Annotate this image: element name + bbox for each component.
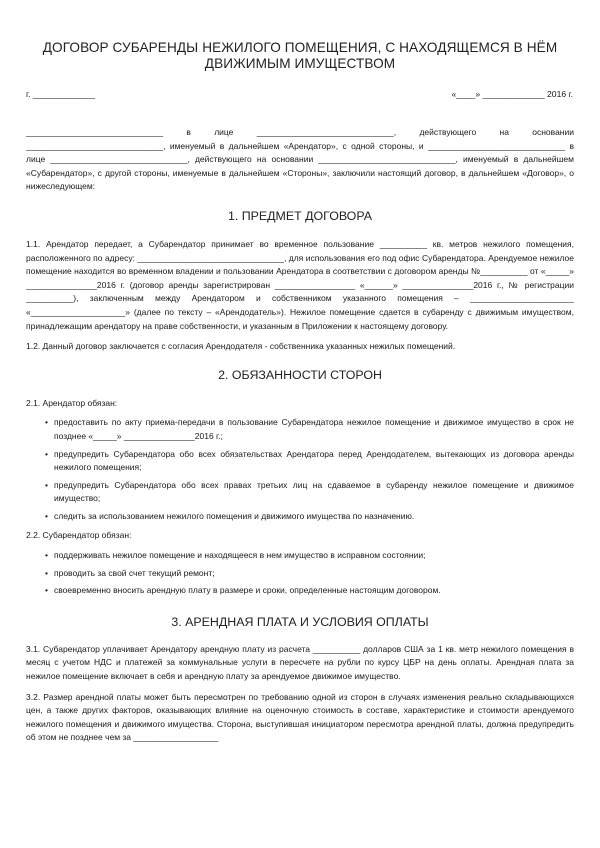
preamble: _____________________________ в лице _____________________________, действующего на основании _____________________________, именуемый в дальнейшем «Арендатор», с одной стороны, и _____________________________ в лице _____________________________, действующего на основании _____________________________, именуемый в дальнейшем «Субарендатор», с другой стороны, именуемые в дальнейшем «Стороны», заключили настоящий договор, в дальнейшем «Договор», о нижеследующем: — [26, 127, 574, 192]
bullet-icon: • — [45, 510, 48, 521]
city-field: г. _____________ — [26, 89, 95, 99]
bullet-icon: • — [45, 567, 48, 578]
list-item: • предупредить Субарендатора обо всех правах третьих лиц на сдаваемое в субаренду нежилое помещение и движимое имущество; — [45, 479, 574, 504]
bullet-icon: • — [45, 550, 48, 561]
list-item: • следить за использованием нежилого помещения и движимого имущества по назначению. — [46, 510, 574, 524]
clause-2-1-label: 2.1. Арендатор обязан: — [26, 397, 118, 408]
date-line — [26, 89, 574, 100]
clause-2-1-list — [26, 416, 574, 523]
section-3-heading: 3. АРЕНДНАЯ ПЛАТА И УСЛОВИЯ ОПЛАТЫ — [171, 614, 429, 629]
document-title: ДОГОВОР СУБАРЕНДЫ НЕЖИЛОГО ПОМЕЩЕНИЯ, С НАХОДЯЩЕМСЯ В НЁМ ДВИЖИМЫМ ИМУЩЕСТВОМ — [42, 40, 558, 71]
bullet-icon: • — [45, 585, 48, 596]
bullet-icon: • — [45, 479, 48, 490]
list-item: • предоставить по акту приема-передачи в пользование Субарендатора нежилое помещение и движимое имущество в срок не позднее «_____» _______________2016 г.; — [45, 417, 574, 441]
date-field: «____» _____________ 2016 г. — [451, 89, 573, 99]
clause-2-2-label: 2.2. Субарендатор обязан: — [26, 530, 132, 541]
clause-1-2: 1.2. Данный договор заключается с согласия Арендодателя - собственника указанных нежилых помещений. — [26, 341, 456, 352]
clause-1-1: 1.1. Арендатор передает, а Субарендатор принимает во временное пользование __________ кв. метров нежилого помещения, расположенного по адресу: _______________________________, для использования его под офис Субарендатора. Арендуемое нежилое помещение находится во временном владении и пользовании Арендатора в соответствии с договором аренды №__________ от «_____» _______________2016 г. (договор аренды зарегистрирован _________________ «______» _______________2016 г., № регистрации __________), заключенным между Арендатором и собственником указанного помещения – ______________________ «____________________» (далее по тексту – «Арендодатель»). Нежилое помещение сдается в субаренду с движимым имуществом, принадлежащим арендатору на праве собственности, и указанным в Приложении к настоящему договору. — [26, 238, 574, 331]
clause-2-2-list — [26, 549, 574, 598]
list-item: • своевременно вносить арендную плату в размере и сроки, определенные настоящим договором. — [46, 584, 574, 598]
bullet-icon: • — [45, 417, 48, 428]
clause-3-2: 3.2. Размер арендной платы может быть пересмотрен по требованию одной из сторон в случаях изменения реально складывающихся цен, а также других факторов, оказывающих влияние на оценочную стоимость в составе, характеристике и стоимости арендуемого нежилого помещения и движимого имущества. Сторона, выступившая инициатором пересмотра арендной платы, должна предупредить об этом не позднее чем за __________________ — [26, 691, 574, 743]
section-2-heading: 2. ОБЯЗАННОСТИ СТОРОН — [218, 367, 382, 382]
clause-3-1: 3.1. Субарендатор уплачивает Арендатору арендную плату из расчета __________ долларов США за 1 кв. метр нежилого помещения в месяц с учетом НДС и платежей за коммунальные услуги в пересчете на рубли по курсу ЦБР на день оплаты. Арендная плата за нежилое помещение включает в себя и арендную плату за арендуемое движимое имущество. — [26, 643, 574, 682]
list-item: • предупредить Субарендатора обо всех обязательствах Арендатора перед Арендодателем, вытекающих из договора аренды нежилого помещения; — [45, 448, 574, 473]
bullet-icon: • — [45, 448, 48, 459]
list-item: • поддерживать нежилое помещение и находящееся в нем имущество в исправном состоянии; — [46, 549, 574, 563]
list-item: • проводить за свой счет текущий ремонт; — [46, 567, 574, 581]
section-1-heading: 1. ПРЕДМЕТ ДОГОВОРА — [227, 208, 373, 223]
